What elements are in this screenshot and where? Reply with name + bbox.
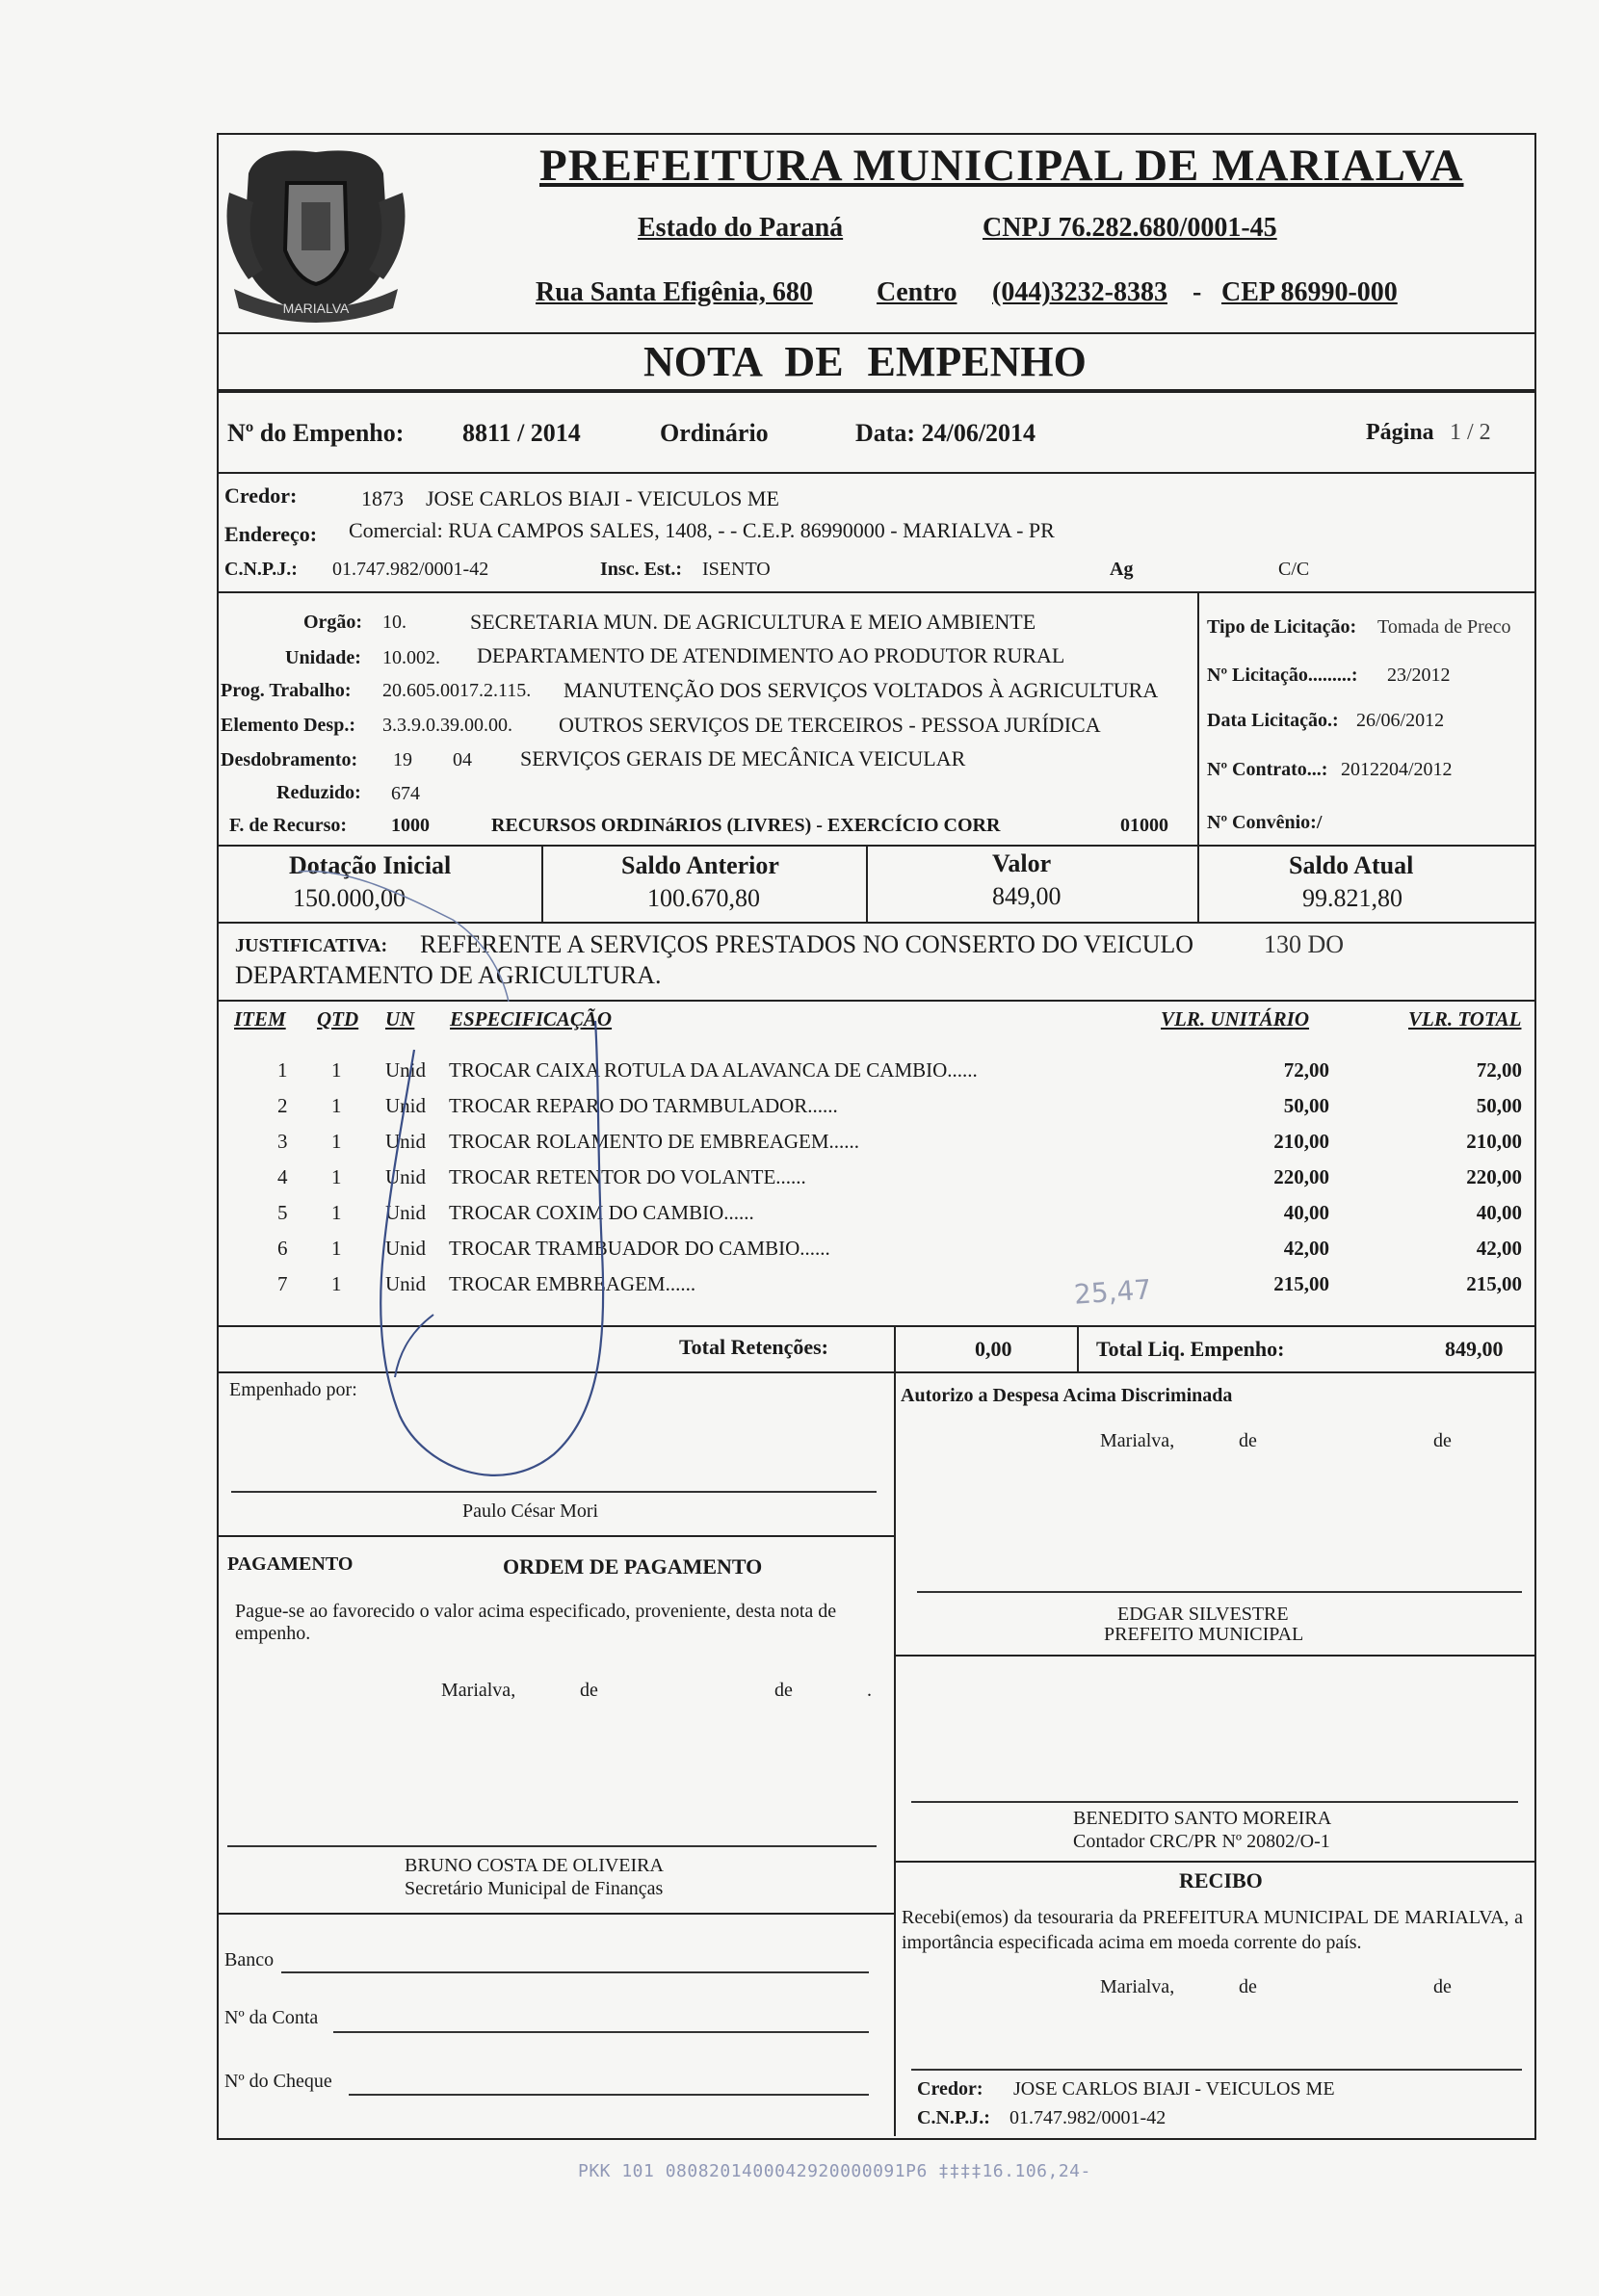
item-number: 1 [277, 1058, 288, 1082]
cheque-line [349, 2094, 869, 2096]
divider [1197, 845, 1199, 922]
credor-code: 1873 [361, 486, 404, 510]
divider [217, 389, 1534, 393]
recibo-cnpj-label: C.N.P.J.: [917, 2107, 990, 2128]
recurso-label: F. de Recurso: [229, 815, 348, 836]
item-total: 210,00 [1466, 1130, 1522, 1153]
divider [894, 1861, 1534, 1863]
signature-line [227, 1845, 877, 1847]
col-header-qtd: QTD [317, 1007, 359, 1031]
desdobramento-label: Desdobramento: [221, 749, 358, 770]
credor-address: Comercial: RUA CAMPOS SALES, 1408, - - C.E.P. 86990000 - MARIALVA - PR [349, 518, 1055, 542]
item-qtd: 1 [331, 1130, 342, 1153]
valor-value: 849,00 [992, 882, 1062, 910]
item-spec: TROCAR CAIXA ROTULA DA ALAVANCA DE CAMBIO...... [449, 1058, 978, 1082]
cnpj-label: CNPJ 76.282.680/0001-45 [983, 213, 1277, 243]
col-header-unit: VLR. UNITÁRIO [1161, 1007, 1310, 1031]
saldo-atual-label: Saldo Atual [1289, 851, 1414, 879]
autorizo-de1: de [1239, 1430, 1257, 1451]
handwritten-note: 25,47 [1072, 1273, 1153, 1311]
phone-label: (044)3232-8383 [992, 277, 1167, 307]
empenho-date: Data: 24/06/2014 [855, 419, 1036, 447]
page-title: PREFEITURA MUNICIPAL DE MARIALVA [539, 141, 1464, 191]
unidade-name: DEPARTAMENTO DE ATENDIMENTO AO PRODUTOR RURAL [477, 643, 1065, 667]
item-unit-type: Unid [385, 1165, 426, 1188]
divider [217, 1325, 1534, 1327]
elemento-code: 3.3.9.0.39.00.00. [382, 715, 512, 736]
credor-cnpj: 01.747.982/0001-42 [332, 559, 489, 580]
orgao-name: SECRETARIA MUN. DE AGRICULTURA E MEIO AMBIENTE [470, 610, 1036, 634]
unidade-label: Unidade: [285, 647, 361, 668]
unidade-code: 10.002. [382, 647, 440, 668]
divider [217, 332, 1534, 334]
signature-line [231, 1491, 877, 1493]
item-total: 72,00 [1476, 1058, 1522, 1082]
ag-label: Ag [1110, 559, 1134, 580]
pagamento-place: Marialva, [441, 1680, 516, 1701]
recibo-label: RECIBO [1179, 1868, 1263, 1892]
item-unit-type: Unid [385, 1272, 426, 1295]
state-label: Estado do Paraná [638, 213, 844, 243]
item-unit-price: 50,00 [1283, 1094, 1329, 1117]
divider [1077, 1325, 1079, 1371]
reduzido-label: Reduzido: [276, 782, 361, 803]
divider [217, 845, 1534, 847]
desdobramento-a: 19 [393, 749, 412, 770]
data-licitacao-value: 26/06/2012 [1356, 710, 1445, 731]
divider [217, 591, 1534, 593]
divider [217, 1371, 1534, 1373]
cep-label: CEP 86990-000 [1221, 277, 1398, 307]
divider [1197, 591, 1199, 845]
elemento-label: Elemento Desp.: [221, 715, 355, 736]
recurso-name: RECURSOS ORDINáRIOS (LIVRES) - EXERCÍCIO CORR [491, 815, 1001, 836]
cnpj-label: C.N.P.J.: [224, 559, 298, 580]
item-total: 50,00 [1476, 1094, 1522, 1117]
district-label: Centro [877, 277, 957, 307]
item-number: 2 [277, 1094, 288, 1117]
prog-name: MANUTENÇÃO DOS SERVIÇOS VOLTADOS À AGRICULTURA [564, 678, 1159, 702]
divider [866, 845, 868, 922]
orgao-label: Orgão: [303, 612, 363, 633]
item-unit-type: Unid [385, 1094, 426, 1117]
col-header-total: VLR. TOTAL [1408, 1007, 1522, 1031]
contrato-label: Nº Contrato...: [1207, 759, 1328, 780]
coat-of-arms-logo [220, 135, 412, 327]
tipo-licitacao-label: Tipo de Licitação: [1207, 616, 1357, 638]
empenhado-label: Empenhado por: [229, 1379, 357, 1400]
divider [217, 1535, 894, 1537]
item-qtd: 1 [331, 1165, 342, 1188]
signature-line [917, 1591, 1522, 1593]
item-unit-type: Unid [385, 1237, 426, 1260]
reduzido-value: 674 [391, 783, 420, 804]
page-number: 1 / 2 [1450, 420, 1491, 445]
item-qtd: 1 [331, 1272, 342, 1295]
divider [541, 845, 543, 922]
secretario-name: BRUNO COSTA DE OLIVEIRA [405, 1855, 664, 1876]
recibo-de2: de [1433, 1976, 1452, 1997]
convenio-label: Nº Convênio:/ [1207, 812, 1323, 833]
item-unit-price: 215,00 [1273, 1272, 1329, 1295]
item-total: 40,00 [1476, 1201, 1522, 1224]
item-total: 215,00 [1466, 1272, 1522, 1295]
item-spec: TROCAR ROLAMENTO DE EMBREAGEM...... [449, 1130, 860, 1153]
autorizo-label: Autorizo a Despesa Acima Discriminada [901, 1385, 1233, 1406]
insc-value: ISENTO [702, 559, 771, 580]
pagamento-label: PAGAMENTO [227, 1553, 354, 1575]
divider [894, 1371, 896, 2136]
num-licitacao-label: Nº Licitação.........: [1207, 665, 1358, 686]
item-number: 3 [277, 1130, 288, 1153]
item-number: 7 [277, 1272, 288, 1295]
item-spec: TROCAR REPARO DO TARMBULADOR...... [449, 1094, 838, 1117]
empenho-type: Ordinário [660, 419, 769, 447]
autorizo-place: Marialva, [1100, 1430, 1175, 1451]
item-unit-price: 72,00 [1283, 1058, 1329, 1082]
contador-name: BENEDITO SANTO MOREIRA [1073, 1808, 1332, 1829]
col-header-un: UN [385, 1007, 415, 1031]
recurso-code: 1000 [391, 815, 430, 836]
item-spec: TROCAR COXIM DO CAMBIO...... [449, 1201, 754, 1224]
justificativa-label: JUSTIFICATIVA: [235, 935, 388, 956]
desdobramento-name: SERVIÇOS GERAIS DE MECÂNICA VEICULAR [520, 746, 966, 770]
header-dash: - [1193, 277, 1202, 307]
divider [894, 1655, 1534, 1657]
dotacao-inicial-value: 150.000,00 [293, 884, 406, 912]
item-number: 6 [277, 1237, 288, 1260]
prefeito-name: EDGAR SILVESTRE [1117, 1604, 1289, 1625]
conta-label: Nº da Conta [224, 2007, 319, 2028]
recibo-credor-name: JOSE CARLOS BIAJI - VEICULOS ME [1013, 2078, 1335, 2100]
item-number: 5 [277, 1201, 288, 1224]
document-title: NOTA DE EMPENHO [643, 338, 1087, 385]
secretario-role: Secretário Municipal de Finanças [405, 1878, 664, 1899]
divider [894, 1325, 896, 1371]
footer-barcode-text: PKK 101 0808201400042920000091P6 ‡‡‡‡16.106,24- [578, 2161, 1091, 2181]
item-qtd: 1 [331, 1058, 342, 1082]
item-unit-price: 42,00 [1283, 1237, 1329, 1260]
conta-line [333, 2031, 869, 2033]
total-retencoes-value: 0,00 [975, 1337, 1012, 1361]
saldo-anterior-value: 100.670,80 [647, 884, 760, 912]
item-unit-type: Unid [385, 1201, 426, 1224]
contador-role: Contador CRC/PR Nº 20802/O-1 [1073, 1831, 1330, 1852]
dotacao-inicial-label: Dotação Inicial [289, 851, 452, 879]
item-qtd: 1 [331, 1237, 342, 1260]
item-unit-type: Unid [385, 1130, 426, 1153]
address-label: Endereço: [224, 522, 318, 546]
pagamento-de1: de [580, 1680, 598, 1701]
insc-label: Insc. Est.: [600, 559, 683, 580]
item-total: 42,00 [1476, 1237, 1522, 1260]
item-qtd: 1 [331, 1201, 342, 1224]
credor-label: Credor: [224, 483, 298, 508]
item-unit-price: 210,00 [1273, 1130, 1329, 1153]
prog-code: 20.605.0017.2.115. [382, 680, 532, 701]
pagamento-text: Pague-se ao favorecido o valor acima especificado, proveniente, desta nota de empenho. [235, 1601, 837, 1644]
divider [217, 1913, 894, 1915]
total-retencoes-label: Total Retenções: [679, 1335, 828, 1359]
num-licitacao-value: 23/2012 [1387, 665, 1451, 686]
item-qtd: 1 [331, 1094, 342, 1117]
col-header-item: ITEM [234, 1007, 286, 1031]
tipo-licitacao-value: Tomada de Preco [1377, 616, 1511, 638]
orgao-code: 10. [382, 612, 406, 633]
empenhado-name: Paulo César Mori [462, 1500, 599, 1522]
data-licitacao-label: Data Licitação.: [1207, 710, 1339, 731]
divider [217, 922, 1534, 924]
address-label: Rua Santa Efigênia, 680 [536, 277, 813, 307]
divider [217, 472, 1534, 474]
ordem-pagamento-label: ORDEM DE PAGAMENTO [503, 1554, 763, 1578]
empenho-number: 8811 / 2014 [462, 419, 581, 447]
recibo-place: Marialva, [1100, 1976, 1175, 1997]
elemento-name: OUTROS SERVIÇOS DE TERCEIROS - PESSOA JURÍDICA [559, 713, 1101, 737]
banco-label: Banco [224, 1949, 275, 1970]
prefeito-role: PREFEITO MUNICIPAL [1104, 1624, 1304, 1645]
pagamento-de2: de [774, 1680, 793, 1701]
pagamento-dot: . [867, 1680, 872, 1701]
autorizo-de2: de [1433, 1430, 1452, 1451]
cheque-label: Nº do Cheque [224, 2071, 332, 2092]
recurso-code2: 01000 [1120, 815, 1168, 836]
item-spec: TROCAR RETENTOR DO VOLANTE...... [449, 1165, 806, 1188]
recibo-text: Recebi(emos) da tesouraria da PREFEITURA MUNICIPAL DE MARIALVA, a importância especificada acima em moeda corrente do país. [902, 1907, 1523, 1953]
credor-name: JOSE CARLOS BIAJI - VEICULOS ME [426, 486, 779, 510]
justificativa-line2: DEPARTAMENTO DE AGRICULTURA. [235, 961, 662, 989]
divider [217, 1000, 1534, 1002]
item-total: 220,00 [1466, 1165, 1522, 1188]
total-liquido-value: 849,00 [1445, 1337, 1504, 1361]
prog-label: Prog. Trabalho: [221, 680, 352, 701]
contrato-value: 2012204/2012 [1341, 759, 1453, 780]
saldo-anterior-label: Saldo Anterior [621, 851, 779, 879]
banco-line [281, 1971, 869, 1973]
item-unit-type: Unid [385, 1058, 426, 1082]
item-unit-price: 40,00 [1283, 1201, 1329, 1224]
desdobramento-b: 04 [453, 749, 472, 770]
recibo-de1: de [1239, 1976, 1257, 1997]
saldo-atual-value: 99.821,80 [1302, 884, 1402, 912]
svg-text:MARIALVA: MARIALVA [282, 300, 350, 316]
col-header-spec: ESPECIFICAÇÃO [450, 1007, 613, 1031]
item-spec: TROCAR EMBREAGEM...... [449, 1272, 696, 1295]
total-liquido-label: Total Liq. Empenho: [1096, 1337, 1285, 1361]
recibo-credor-label: Credor: [917, 2078, 983, 2100]
empenho-number-label: Nº do Empenho: [227, 419, 405, 447]
justificativa-line1: REFERENTE A SERVIÇOS PRESTADOS NO CONSERTO DO VEICULO [420, 930, 1194, 958]
page-label: Página [1366, 420, 1434, 445]
item-number: 4 [277, 1165, 288, 1188]
valor-label: Valor [992, 849, 1052, 877]
recibo-cnpj: 01.747.982/0001-42 [1009, 2107, 1166, 2128]
item-spec: TROCAR TRAMBUADOR DO CAMBIO...... [449, 1237, 830, 1260]
item-unit-price: 220,00 [1273, 1165, 1329, 1188]
justificativa-vehicle: 130 DO [1264, 930, 1345, 958]
signature-line [911, 2069, 1522, 2071]
cc-label: C/C [1278, 559, 1310, 580]
signature-line [911, 1801, 1518, 1803]
